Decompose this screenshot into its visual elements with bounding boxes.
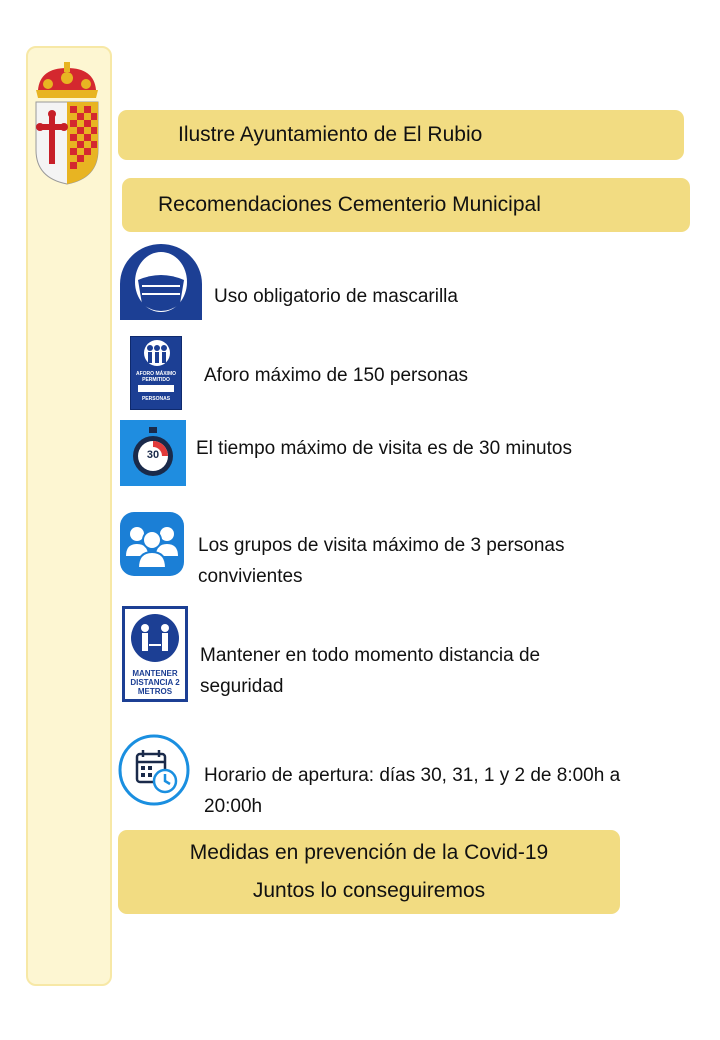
sidebar-strip [26, 46, 112, 986]
item-mask-text: Uso obligatorio de mascarilla [214, 286, 458, 307]
calendar-clock-icon [118, 734, 190, 806]
item-hours-text: Horario de apertura: días 30, 31, 1 y 2 de 8:00h a 20:00h [204, 765, 621, 817]
footer-line-2: Juntos lo conseguiremos [252, 879, 486, 902]
page-subtitle: Recomendaciones Cementerio Municipal [158, 193, 541, 216]
item-group-text: Los grupos de visita máximo de 3 personas convivientes [198, 535, 565, 587]
coat-of-arms-icon [30, 60, 104, 186]
group-icon [120, 512, 184, 576]
stopwatch-app-icon [120, 420, 186, 486]
face-mask-icon [120, 244, 202, 320]
footer-banner [118, 830, 620, 914]
item-capacity-text: Aforo máximo de 150 personas [204, 365, 469, 386]
footer-line-1: Medidas en prevención de la Covid-19 [189, 841, 549, 864]
stopwatch-value: 30 [146, 449, 160, 461]
item-distance-text: Mantener en todo momento distancia de seguridad [200, 645, 541, 697]
subtitle-banner [122, 178, 690, 232]
item-time-text: El tiempo máximo de visita es de 30 minutos [196, 438, 572, 459]
capacity-sign-icon [130, 336, 182, 410]
title-banner [118, 110, 684, 160]
capacity-sign-label: AFORO MÁXIMO PERMITIDO [136, 371, 176, 383]
page-title: Ilustre Ayuntamiento de El Rubio [178, 123, 483, 146]
capacity-sign-blank [138, 385, 174, 392]
distance-sign-label: MANTENER DISTANCIA 2 METROS [130, 669, 180, 696]
capacity-sign-unit: PERSONAS [141, 396, 171, 402]
distance-sign-icon [122, 606, 188, 702]
